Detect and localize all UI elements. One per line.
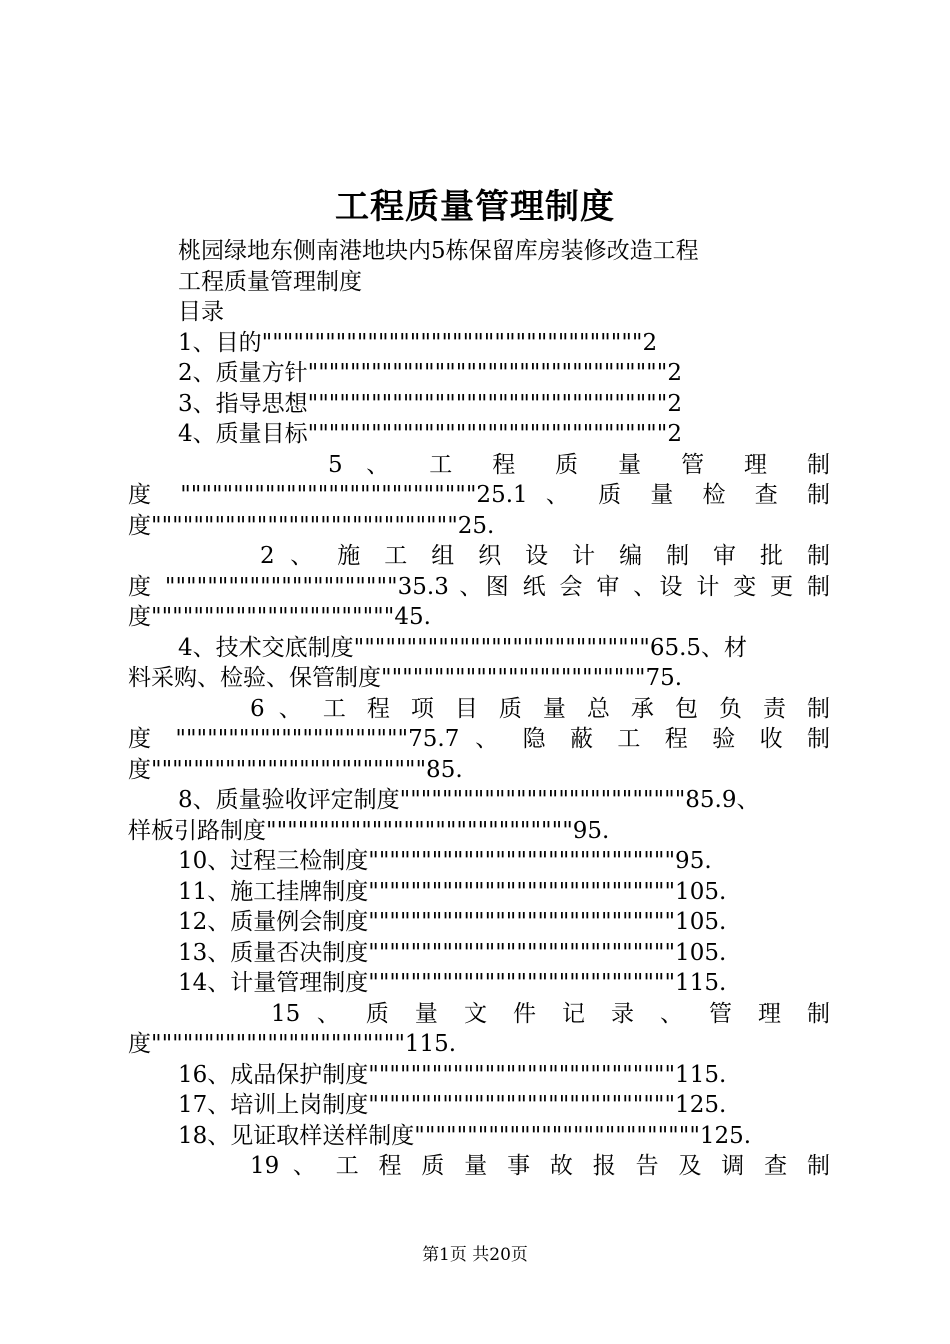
page-footer: 第1页 共20页 bbox=[422, 1245, 528, 1265]
toc-line: 5 、 工 程 质 量 管 理 制 bbox=[328, 451, 830, 478]
toc-line: 度""""""""""""""""""""""""115. bbox=[128, 1031, 457, 1057]
toc-line: 13、质量否决制度"""""""""""""""""""""""""""""105. bbox=[178, 939, 727, 966]
toc-line: 目录 bbox=[178, 299, 224, 325]
toc-line: 度"""""""""""""""""""""""45. bbox=[128, 604, 431, 630]
toc-line: 工程质量管理制度 bbox=[178, 268, 362, 295]
toc-line: 12、质量例会制度"""""""""""""""""""""""""""""105. bbox=[178, 909, 727, 935]
toc-line: 桃园绿地东侧南港地块内5栋保留库房装修改造工程 bbox=[178, 238, 699, 264]
toc-line: 2、质量方针""""""""""""""""""""""""""""""""""2 bbox=[178, 360, 682, 386]
toc-line: 样板引路制度"""""""""""""""""""""""""""""95. bbox=[128, 817, 610, 844]
toc-line: 2 、 施 工 组 织 设 计 编 制 审 批 制 bbox=[260, 543, 830, 569]
toc-line: 16、成品保护制度"""""""""""""""""""""""""""""115. bbox=[178, 1061, 727, 1088]
toc-line: 度 """"""""""""""""""""""75.7 、 隐 蔽 工 程 验 收 制 bbox=[128, 726, 830, 752]
toc-line: 10、过程三检制度"""""""""""""""""""""""""""""95. bbox=[178, 848, 712, 874]
toc-line: 度 """"""""""""""""""""""35.3 、图 纸 会 审 、设 计 变 更 制 bbox=[128, 573, 830, 600]
toc-line: 度"""""""""""""""""""""""""""""25. bbox=[128, 512, 495, 539]
toc-line: 18、见证取样送样制度"""""""""""""""""""""""""""125. bbox=[178, 1122, 752, 1149]
toc-line: 15 、 质 量 文 件 记 录 、 管 理 制 bbox=[271, 1000, 830, 1027]
document-title: 工程质量管理制度 bbox=[335, 187, 615, 227]
toc-line: 19 、 工 程 质 量 事 故 报 告 及 调 查 制 bbox=[250, 1153, 830, 1179]
toc-line: 1、目的""""""""""""""""""""""""""""""""""""2 bbox=[178, 329, 658, 356]
toc-line: 度 """"""""""""""""""""""""""""25.1 、 质 量 检 查 制 bbox=[128, 482, 830, 508]
toc-line: 17、培训上岗制度"""""""""""""""""""""""""""""125. bbox=[178, 1092, 727, 1118]
toc-line: 料采购、检验、保管制度"""""""""""""""""""""""""75. bbox=[128, 665, 683, 691]
toc-line: 度""""""""""""""""""""""""""85. bbox=[128, 756, 463, 783]
toc-line: 6 、 工 程 项 目 质 量 总 承 包 负 责 制 bbox=[250, 695, 830, 722]
toc-line: 8、质量验收评定制度"""""""""""""""""""""""""""85.9、 bbox=[178, 787, 760, 813]
toc-line: 14、计量管理制度"""""""""""""""""""""""""""""115. bbox=[178, 970, 727, 996]
toc-line: 4、质量目标""""""""""""""""""""""""""""""""""2 bbox=[178, 421, 682, 447]
toc-line: 11、施工挂牌制度"""""""""""""""""""""""""""""105. bbox=[178, 878, 727, 905]
document-body bbox=[128, 236, 830, 1182]
toc-line: 4、技术交底制度""""""""""""""""""""""""""""65.5、材 bbox=[178, 634, 748, 661]
toc-line: 3、指导思想""""""""""""""""""""""""""""""""""2 bbox=[178, 390, 682, 417]
